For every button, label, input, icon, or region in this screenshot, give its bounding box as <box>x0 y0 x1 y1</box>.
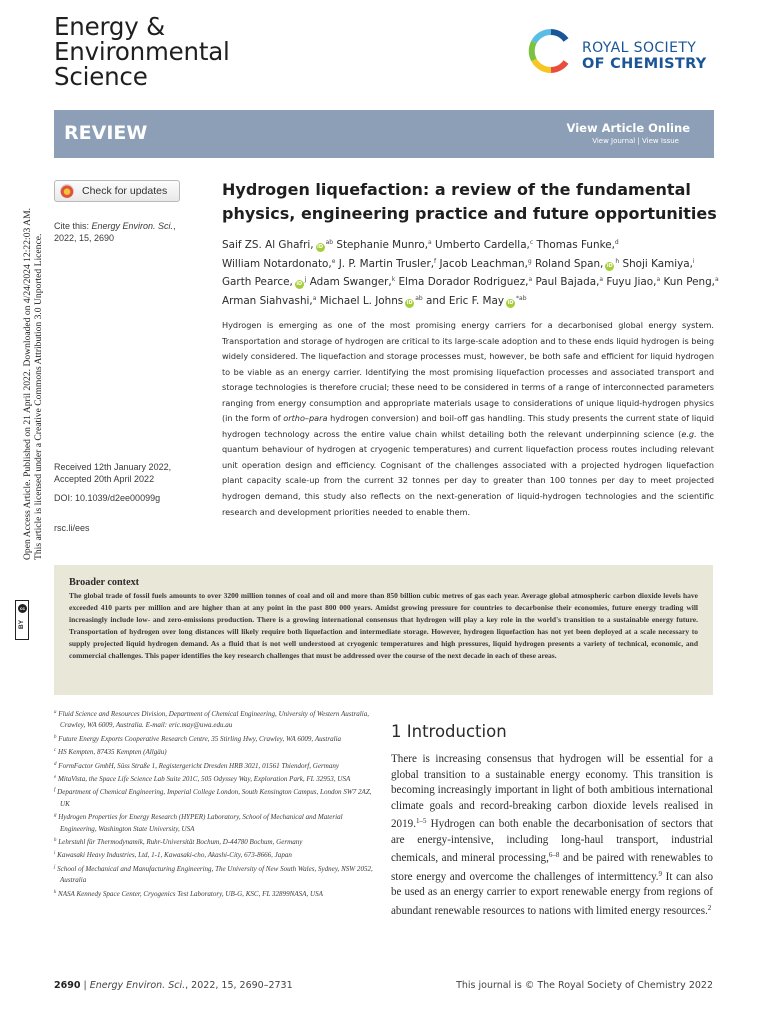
journal-title-line: Science <box>54 62 148 91</box>
article-title: Hydrogen liquefaction: a review of the fundamental physics, engineering practice and future opportunities <box>222 180 717 223</box>
abstract-text: Hydrogen is emerging as one of the most promising energy carriers for a decarbonised global energy system. Transportation and storage of hydrogen are critical to its large-scale adoption and to these ends liquid hydrogen is being widely considered. The liquefaction and storage processes must, however, be both safe and efficient for liquid hydrogen to be viable as an energy carrier. Identifying the most promising liquefaction processes and associated transport and storage technologies is therefore crucial; these need to be considered in terms of a range of interconnected parameters ranging from energy consumption and appropriate materials usage to considerations of unique liquid-hydrogen physics (in the form of <box>222 320 714 424</box>
author-name: Umberto Cardella, <box>435 239 530 251</box>
author-affiliation-mark: *ab <box>516 294 527 302</box>
affiliation-mark: j <box>54 864 56 870</box>
author-affiliation-mark: a <box>528 276 533 284</box>
author-name: Adam Swanger, <box>309 276 392 289</box>
broader-context-box <box>54 565 713 695</box>
author[interactable] <box>439 258 531 270</box>
author-affiliation-mark: ab <box>325 239 334 246</box>
affiliation-mark: h <box>54 838 57 844</box>
licence-line[interactable]: This article is licensed under a Creative Commons Attribution 3.0 Unported Licence. <box>33 233 44 560</box>
author[interactable] <box>222 258 335 270</box>
broader-context-heading: Broader context <box>69 577 140 588</box>
author[interactable] <box>339 258 436 270</box>
affiliation-mark: e <box>54 775 57 781</box>
affiliation <box>54 810 379 835</box>
view-article-online-link[interactable]: View Article Online <box>566 121 690 135</box>
citation-ref[interactable]: 6–8 <box>548 851 560 860</box>
author-affiliation-mark: a <box>428 239 432 246</box>
citation-ref[interactable]: 9 <box>658 869 663 878</box>
author-name: Paul Bajada, <box>535 276 600 289</box>
author-affiliation-mark: g <box>527 257 532 265</box>
affiliation-text: Fluid Science and Resources Division, Department of Chemical Engineering, University of Western Australia, Crawley, WA 6009, Australia. E-mail: eric.may@uwa.edu.au <box>58 710 369 730</box>
author[interactable] <box>398 276 532 288</box>
rsc-wordmark-line2: OF CHEMISTRY <box>582 56 707 72</box>
author-affiliation-mark: a <box>599 276 604 284</box>
rsc-wordmark-line1: ROYAL SOCIETY <box>582 40 697 56</box>
orcid-icon[interactable]: iD <box>317 244 323 250</box>
author-name: Shoji Kamiya, <box>622 257 693 270</box>
page-number: 2690 <box>54 980 81 991</box>
author-name: Thomas Funke, <box>536 239 615 251</box>
citation-ref[interactable]: 1–5 <box>415 817 427 826</box>
footer-journal: Energy Environ. Sci. <box>89 980 186 991</box>
affiliation-text: Department of Chemical Engineering, Imperial College London, South Kensington Campus, London SW7 2AZ, UK <box>57 788 372 808</box>
author-name: Stephanie Munro, <box>336 239 428 251</box>
author-affiliation-mark: h <box>615 257 620 265</box>
section-heading: 1 Introduction <box>391 722 507 741</box>
author-name: Michael L. Johns <box>319 294 404 307</box>
abstract <box>222 318 714 520</box>
journal-title-line: Energy & <box>54 12 166 41</box>
accepted-date: Accepted 20th April 2022 <box>54 474 155 484</box>
affiliation-mark: d <box>54 761 57 767</box>
affiliation-text: Kawasaki Heavy Industries, Ltd, 1-1, Kawasaki-cho, Akashi-City, 673-8666, Japan <box>57 851 292 860</box>
affiliation <box>54 835 379 848</box>
introduction-text <box>391 752 713 919</box>
abstract-text: the quantum behaviour of hydrogen at cryogenic temperatures) and current liquefaction process routes including relevant unit operation design and efficiency. Cognisant of the challenges associated with a projected hydrogen liquefaction plant capacity scale-up from the current 32 tonnes per day to greater than 100 tonnes per day to meet projected hydrogen demand, this study also reflects on the next-generation of liquid-hydrogen technologies and the scientific research and development priorities needed to enable them. <box>222 428 714 517</box>
article-type-banner <box>54 110 714 158</box>
broader-context-text: The global trade of fossil fuels amounts to over 3200 million tonnes of coal and oil and more than 850 billion cubic metres of gas each year. Average global atmospheric carbon dioxide levels have exceeded 410 parts per million and are higher than at any point in the past 800 000 years. Amidst growing pressure for countries to decarbonise their economies, future energy trading will increasingly include low- and zero-emissions production. There is a growing international consensus that hydrogen will play a key role in the world's transition to a sustainable energy future. Transportation of hydrogen over long distances will likely require both liquefaction and intermediate storage. However, hydrogen liquefaction has not yet been deployed at a scale necessary to supply projected liquid hydrogen demand. As a fluid that is not well understood at cryogenic temperatures and high pressures, liquid hydrogen presents a variety of technical, economic, and commercial challenges. This paper identifies the key research challenges that must be addressed over the course of the next decade in each of these areas. <box>69 591 698 661</box>
affiliation <box>54 732 379 745</box>
rsc-logo[interactable] <box>528 28 718 84</box>
affiliation-list <box>54 707 379 900</box>
author-affiliation-mark: c <box>529 239 534 246</box>
page-footer-left <box>54 980 293 991</box>
author[interactable] <box>537 239 619 251</box>
author[interactable] <box>310 276 395 288</box>
orcid-icon[interactable]: iD <box>606 262 613 269</box>
cc-by-licence-badge[interactable] <box>15 600 29 640</box>
author-affiliation-mark: f <box>434 257 437 265</box>
author-name: Jacob Leachman, <box>439 257 528 270</box>
author-name: Arman Siahvashi, <box>222 294 313 307</box>
author-affiliation-mark: a <box>312 294 317 302</box>
author[interactable] <box>535 276 603 288</box>
affiliation <box>54 772 379 785</box>
cite-journal: Energy Environ. Sci. <box>91 221 174 231</box>
banner-link-separator: | <box>635 137 643 145</box>
affiliation <box>54 745 379 758</box>
author[interactable] <box>222 295 316 307</box>
affiliation-mark: g <box>54 813 57 819</box>
author-affiliation-mark: a <box>714 276 719 284</box>
affiliation-text: NASA Kennedy Space Center, Cryogenics Test Laboratory, UB-G, KSC, FL 32899NASA, USA <box>58 889 323 898</box>
cite-rest: , 2022, 15, 2690 <box>54 221 176 243</box>
author-name: Saif ZS. Al Ghafri, <box>222 239 314 251</box>
affiliation <box>54 707 379 732</box>
author-name: Fuyu Jiao, <box>606 276 657 289</box>
by-icon: BY <box>18 619 25 629</box>
author[interactable] <box>222 276 306 288</box>
author-affiliation-mark: ab <box>415 294 423 302</box>
affiliation-mark: k <box>54 889 57 895</box>
affiliation-text: HS Kempten, 87435 Kempten (Allgäu) <box>58 748 167 757</box>
copyright-notice: This journal is © The Royal Society of Chemistry 2022 <box>456 980 713 991</box>
banner-links <box>592 137 679 145</box>
affiliation-mark: i <box>54 851 56 857</box>
author-name: Kun Peng, <box>663 276 715 289</box>
author-name: and Eric F. May <box>426 294 505 307</box>
author-name: Elma Dorador Rodriguez, <box>398 276 529 289</box>
author[interactable] <box>622 258 694 270</box>
affiliation-text: Lehrstuhl für Thermodynamik, Ruhr-Universität Bochum, D-44780 Bochum, Germany <box>58 838 303 847</box>
check-for-updates-label: Check for updates <box>82 185 168 197</box>
intro-text: and be paired with renewables to store energy and overcome the challenges of intermittency. <box>391 852 713 883</box>
orcid-icon[interactable]: iD <box>296 281 303 288</box>
affiliation <box>54 785 379 810</box>
cite-prefix: Cite this: <box>54 221 92 231</box>
creative-commons-icon: cc <box>19 606 25 611</box>
affiliation-mark: c <box>54 748 57 754</box>
abstract-italic: e.g. <box>681 428 697 439</box>
author-name: Garth Pearce, <box>222 276 293 289</box>
affiliation-mark: a <box>54 710 57 715</box>
view-issue-link[interactable]: View Issue <box>642 137 679 145</box>
journal-title <box>54 14 230 89</box>
footer-volume: , 2022, 15, 2690–2731 <box>185 980 293 991</box>
rsc-wordmark <box>582 40 707 72</box>
author[interactable] <box>606 276 660 288</box>
affiliation-text: Future Energy Exports Cooperative Research Centre, 35 Stirling Hwy, Crawley, WA 6009, Australia <box>58 734 342 743</box>
footer-separator: | <box>80 980 90 991</box>
author-affiliation-mark: e <box>331 257 336 265</box>
intro-text: It can also be used as an energy carrier to export renewable energy from regions of abundant renewable resources to nations with limited energy resources. <box>391 870 713 917</box>
open-access-notice <box>22 208 44 560</box>
author[interactable] <box>435 239 533 251</box>
author-affiliation-mark: a <box>656 276 661 284</box>
affiliation <box>54 887 379 900</box>
orcid-icon[interactable]: iD <box>507 299 514 306</box>
abstract-text: hydrogen conversion) and boil-off gas handling. This study presents the current state of liquid hydrogen technology across the entire value chain whilst detailing both the relevant underpinning science ( <box>222 413 714 439</box>
affiliation <box>54 848 379 861</box>
affiliation-text: School of Mechanical and Manufacturing Engineering, The University of New South Wales, Sydney, NSW 2052, Australia <box>57 864 373 885</box>
doi-link[interactable]: DOI: 10.1039/d2ee00099g <box>54 493 161 503</box>
author[interactable] <box>535 258 619 270</box>
affiliation-text: MitaVista, the Space Life Science Lab Suite 201C, 505 Odyssey Way, Exploration Park, FL 32953, USA <box>58 775 351 784</box>
affiliation-mark: b <box>54 734 57 740</box>
author-name: Roland Span, <box>535 257 604 270</box>
open-access-line: Open Access Article. Published on 21 April 2022. Downloaded on 4/24/2024 12:22:03 AM. <box>22 207 33 560</box>
rsc-logo-mark-icon <box>528 28 574 74</box>
author-name: William Notardonato, <box>222 257 332 270</box>
citation-info <box>54 220 194 244</box>
affiliation-text: FormFactor GmbH, Süss Straße 1, Registergericht Dresden HRB 3021, 01561 Thiendorf, Germany <box>58 761 340 770</box>
intro-text: There is increasing consensus that hydrogen will be essential for a global transition to a sustainable energy economy. This transition is becoming increasingly important in light of both ambitious international climate goals and record-breaking carbon dioxide levels realised in 2019. <box>391 753 713 831</box>
citation-ref[interactable]: 2 <box>707 903 712 912</box>
author-list <box>222 235 722 309</box>
crossmark-icon <box>60 184 74 198</box>
journal-short-link[interactable]: rsc.li/ees <box>54 523 90 533</box>
abstract-italic: ortho–para <box>283 413 328 424</box>
author[interactable] <box>426 295 526 307</box>
affiliation-mark: f <box>54 788 56 794</box>
author-affiliation-mark: k <box>391 276 396 284</box>
orcid-icon[interactable]: iD <box>406 299 413 306</box>
author[interactable] <box>663 276 718 288</box>
author-name: J. P. Martin Trusler, <box>338 257 435 270</box>
affiliation-text: Hydrogen Properties for Energy Research (HYPER) Laboratory, School of Mechanical and Material Engineering, Washington State University, USA <box>58 813 343 833</box>
author[interactable] <box>336 239 431 251</box>
author[interactable] <box>320 295 423 307</box>
check-for-updates-button[interactable] <box>54 180 180 202</box>
author-affiliation-mark: d <box>614 239 619 246</box>
intro-text: Hydrogen can both enable the decarbonisation of sectors that are energy-intensive, including long-haul transport, industrial chemicals, and mineral processing, <box>391 818 713 865</box>
author-affiliation-mark: j <box>304 276 307 284</box>
author[interactable] <box>222 239 333 251</box>
article-dates <box>54 461 194 485</box>
view-journal-link[interactable]: View Journal <box>592 137 636 145</box>
journal-title-line: Environmental <box>54 37 230 66</box>
received-date: Received 12th January 2022, <box>54 462 172 472</box>
affiliation <box>54 862 379 887</box>
author-affiliation-mark: i <box>692 257 695 265</box>
article-type-label: REVIEW <box>64 122 148 144</box>
affiliation <box>54 759 379 772</box>
